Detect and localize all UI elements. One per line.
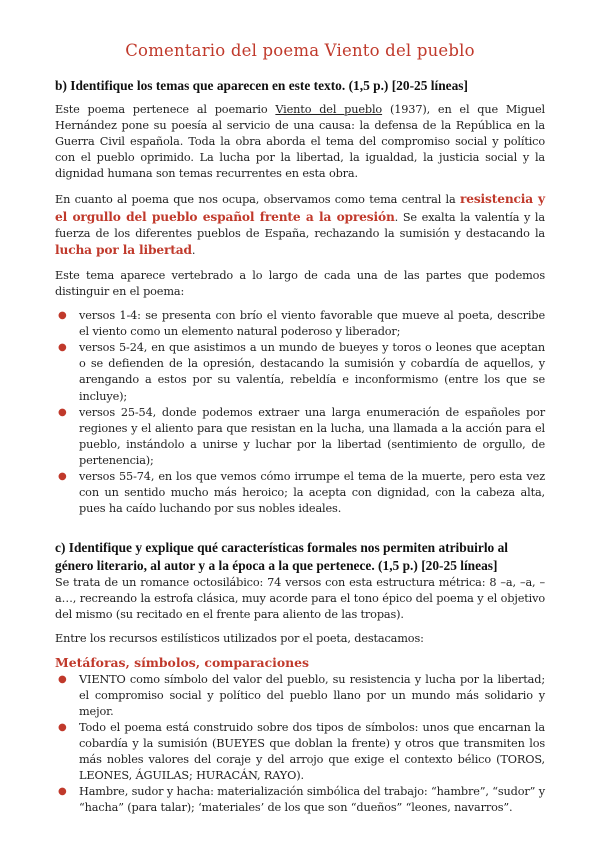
section-b-paragraph-1	[55, 102, 545, 182]
section-c-paragraph-2: Entre los recursos estilísticos utilizados por el poeta, destacamos:	[55, 631, 424, 645]
bullet-icon: ●	[58, 310, 67, 322]
list-item-text: versos 25-54, donde podemos extraer una larga enumeración de españoles por regiones y el aliento para que resistan en la lucha, una llamada a la acción para el pueblo, instándolo a unirse y luchar por la libertad (sentimiento de orgullo, de pertenencia);	[79, 405, 545, 467]
bullet-icon: ●	[58, 673, 67, 685]
section-c-subheading: Metáforas, símbolos, comparaciones	[55, 654, 309, 670]
text-run: . Se exalta la valentía y la fuerza de los diferentes pueblos de España, rechazando la sumisión y destacando la	[55, 210, 545, 240]
highlight-freedom: lucha por la libertad	[55, 242, 192, 257]
list-item-text: Todo el poema está construido sobre dos tipos de símbolos: unos que encarnan la cobardía y la sumisión (BUEYES que doblan la frente) y otros que transmiten los más nobles valores del coraje y del arrojo que exige el contexto bélico (TOROS, LEONES, ÁGUILAS; HURACÁN, RAYO).	[79, 720, 545, 783]
section-b-heading: b) Identifique los temas que aparecen en este texto. (1,5 p.) [20-25 líneas]	[55, 78, 468, 93]
list-item	[55, 340, 545, 404]
section-c-bullet-list	[55, 672, 545, 817]
text-run: En cuanto al poema que nos ocupa, observamos como tema central la	[55, 193, 460, 207]
section-b-paragraph-3: Este tema aparece vertebrado a lo largo de cada una de las partes que podemos distinguir en el poema:	[55, 268, 545, 298]
list-item	[55, 720, 545, 784]
bullet-icon: ●	[58, 342, 67, 354]
list-item-text: Hambre, sudor y hacha: materialización simbólica del trabajo: “hambre”, “sudor” y “hacha” (para talar); ‘materiales’ de los que son “dueños” “leones, navarros”.	[79, 785, 545, 815]
section-c-paragraph-1: Se trata de un romance octosilábico: 74 versos con esta estructura métrica: 8 –a, –a, –a…, recreando la estrofa clásica, muy acorde para el tono épico del poema y el objetivo del mismo (su recitado en el frente para aliento de las tropas).	[55, 576, 545, 622]
highlight-theme: resistencia y el orgullo del pueblo español frente a la opresión	[55, 192, 545, 224]
list-item	[55, 308, 545, 340]
section-b-paragraph-2	[55, 191, 545, 258]
bullet-icon: ●	[58, 406, 67, 418]
book-title: Viento del pueblo	[275, 103, 383, 116]
list-item	[55, 469, 545, 517]
list-item	[55, 672, 545, 720]
section-b-bullet-list	[55, 308, 545, 517]
list-item	[55, 405, 545, 469]
section-c-heading: c) Identifique y explique qué características formales nos permiten atribuirlo al género literario, al autor y a la época a la que pertenece. (1,5 p.) [20-25 líneas]	[55, 540, 508, 574]
text-run: (1937), en el que Miguel Hernández pone su poesía al servicio de una causa: la defensa de la República en la Guerra Civil española. Toda la obra aborda el tema del compromiso social y político con el pueblo oprimido. La lucha por la libertad, la igualdad, la justicia social y la dignidad humana son temas recurrentes en esta obra.	[55, 103, 545, 181]
bullet-icon: ●	[58, 786, 67, 798]
list-item	[55, 784, 545, 816]
list-item-text: VIENTO como símbolo del valor del pueblo, su resistencia y lucha por la libertad; el compromiso social y político del pueblo llano por un mundo más solidario y mejor.	[79, 672, 545, 718]
list-item-text: versos 5-24, en que asistimos a un mundo de bueyes y toros o leones que aceptan o se defienden de la opresión, destacando la sumisión y cobardía de aquellos, y arengando a estos por su valentía, rebeldía e inconformismo (entre los que se incluye);	[79, 341, 545, 403]
list-item-text: versos 1-4: se presenta con brío el viento favorable que mueve al poeta, describe el viento como un elemento natural poderoso y liberador;	[79, 309, 545, 339]
bullet-icon: ●	[58, 470, 67, 482]
list-item-text: versos 55-74, en los que vemos cómo irrumpe el tema de la muerte, pero esta vez con un sentido mucho más heroico; la acepta con dignidad, con la cabeza alta, pues ha caído luchando por sus nobles ideales.	[79, 469, 545, 516]
bullet-icon: ●	[58, 721, 67, 733]
page-title: Comentario del poema Viento del pueblo	[125, 41, 475, 60]
text-run: Este poema pertenece al poemario	[55, 103, 276, 116]
text-run: .	[191, 243, 196, 257]
